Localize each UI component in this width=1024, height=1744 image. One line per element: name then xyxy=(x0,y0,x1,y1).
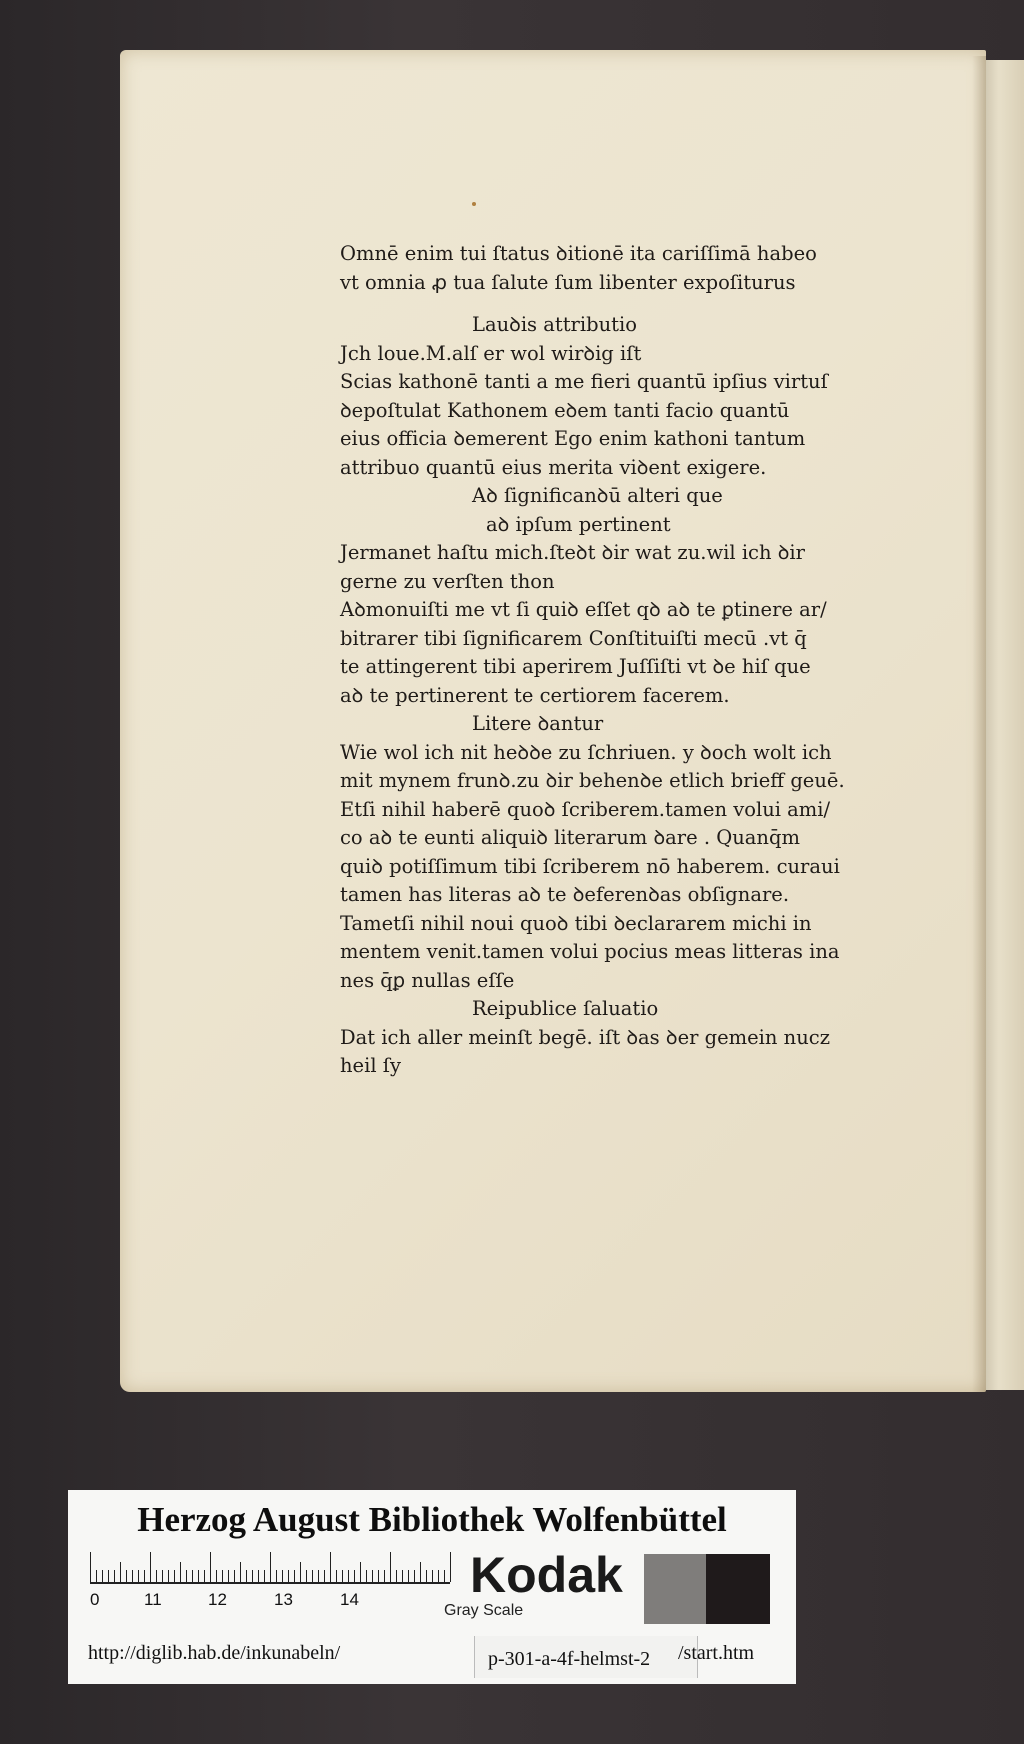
ruler-tick xyxy=(114,1570,115,1582)
ruler-tick xyxy=(126,1570,127,1582)
text-line: bitrarer tibi ſignificarem Conſtituiſti mecū .vt q̄ xyxy=(340,626,807,650)
text-line: gerne zu verſten thon xyxy=(340,569,555,593)
ruler-tick xyxy=(198,1570,199,1582)
kodak-logo: Kodak xyxy=(470,1547,623,1603)
ruler-tick xyxy=(324,1570,325,1582)
ruler-tick xyxy=(240,1562,241,1582)
text-line: vt omnia ꝓ tua ſalute ſum libenter expoſiturus xyxy=(340,270,796,294)
ruler-tick xyxy=(222,1570,223,1582)
ruler-tick xyxy=(246,1570,247,1582)
section-heading: Lauꝺis attributio xyxy=(472,313,637,336)
ruler-tick xyxy=(210,1552,211,1582)
url-prefix: http://diglib.hab.de/inkunabeln/ xyxy=(88,1642,341,1664)
ruler-tick xyxy=(318,1570,319,1582)
ruler-tick xyxy=(186,1570,187,1582)
page-shadow xyxy=(972,56,986,1392)
url-suffix: /start.htm xyxy=(678,1642,755,1664)
gray-swatch xyxy=(644,1554,706,1624)
ruler-tick xyxy=(252,1570,253,1582)
text-line: aꝺ te pertinerent te certiorem facerem. xyxy=(340,683,730,707)
ruler-tick xyxy=(348,1570,349,1582)
ruler-tick xyxy=(234,1570,235,1582)
text-line: Scias kathonē tanti a me fieri quantū ipſius virtuſ xyxy=(340,370,828,393)
text-line: te attingerent tibi aperirem Juſſiſti vt ꝺe hiſ que xyxy=(340,655,811,678)
ruler-label: 0 xyxy=(90,1590,100,1609)
ruler-tick xyxy=(288,1570,289,1582)
ruler-tick xyxy=(192,1570,193,1582)
text-line: nes q̄ꝑ nullas eſſe xyxy=(340,968,515,992)
ruler-tick xyxy=(144,1570,145,1582)
text-line: Jermanet haſtu mich.ſteꝺt ꝺir wat zu.wil ich ꝺir xyxy=(340,541,805,564)
ruler-tick xyxy=(378,1570,379,1582)
ruler-tick xyxy=(354,1570,355,1582)
color-target-card xyxy=(68,1490,796,1684)
text-line: Omnē enim tui ſtatus ꝺitionē ita cariſſimā habeo xyxy=(340,242,817,265)
ruler-tick xyxy=(396,1570,397,1582)
ruler-tick xyxy=(264,1570,265,1582)
text-line: Jch loue.M.alſ er wol wirꝺig iſt xyxy=(340,341,642,365)
ruler-tick xyxy=(276,1570,277,1582)
section-heading: Litere ꝺantur xyxy=(472,712,604,735)
ruler-tick xyxy=(174,1570,175,1582)
text-line: Etſi nihil haberē quoꝺ ſcriberem.tamen volui ami/ xyxy=(340,797,831,821)
ruler-tick xyxy=(90,1552,91,1582)
ruler-tick xyxy=(270,1552,271,1582)
ruler-label: 11 xyxy=(144,1590,162,1609)
text-line: co aꝺ te eunti aliquiꝺ literarum ꝺare . Quanq̄m xyxy=(340,826,800,849)
ruler-tick xyxy=(228,1570,229,1582)
ruler-tick xyxy=(108,1570,109,1582)
ruler-label: 13 xyxy=(274,1590,293,1609)
ruler-label: 14 xyxy=(340,1590,359,1609)
ruler-tick xyxy=(384,1570,385,1582)
ruler-tick xyxy=(132,1570,133,1582)
ruler-tick xyxy=(282,1570,283,1582)
ruler-tick xyxy=(360,1562,361,1582)
ruler-tick xyxy=(162,1570,163,1582)
text-line: Dat ich aller meinſt begē. iſt ꝺas ꝺer gemein nucz xyxy=(340,1025,830,1049)
printed-text-block xyxy=(340,240,940,1081)
ruler-tick xyxy=(102,1570,103,1582)
black-swatch xyxy=(706,1554,770,1624)
ruler-tick xyxy=(96,1570,97,1582)
section-heading: Aꝺ ſignificanꝺū alteri que xyxy=(472,484,723,507)
ruler-tick xyxy=(336,1570,337,1582)
gray-scale-label: Gray Scale xyxy=(444,1602,524,1619)
text-line: mentem venit.tamen volui pocius meas litteras ina xyxy=(340,940,840,963)
text-line: Wie wol ich nit heꝺꝺe zu ſchriuen. y ꝺoch wolt ich xyxy=(340,740,832,764)
text-line: tamen has literas aꝺ te ꝺeferenꝺas obſignare. xyxy=(340,883,790,906)
ruler-tick xyxy=(156,1570,157,1582)
ruler-tick xyxy=(372,1570,373,1582)
ruler-tick xyxy=(216,1570,217,1582)
ruler-tick xyxy=(300,1562,301,1582)
text-line: attribuo quantū eius merita viꝺent exigere. xyxy=(340,455,767,479)
ruler-tick xyxy=(258,1570,259,1582)
ruler-tick xyxy=(342,1570,343,1582)
measurement-ruler xyxy=(90,1552,450,1584)
text-line: eius officia ꝺemerent Ego enim kathoni tantum xyxy=(340,427,806,450)
ruler-tick xyxy=(120,1562,121,1582)
section-heading: aꝺ ipſum pertinent xyxy=(486,512,671,536)
ruler-tick xyxy=(294,1570,295,1582)
url-shelfmark: p-301-a-4f-helmst-2 xyxy=(488,1648,651,1670)
text-line: Tametſi nihil noui quoꝺ tibi ꝺeclararem michi in xyxy=(340,911,812,935)
text-line: heil ſy xyxy=(340,1054,402,1077)
ruler-tick xyxy=(306,1570,307,1582)
adjacent-page-edge xyxy=(982,60,1024,1390)
ruler-tick xyxy=(366,1570,367,1582)
ruler-tick xyxy=(312,1570,313,1582)
text-line: Aꝺmonuiſti me vt ſi quiꝺ eſſet qꝺ aꝺ te ꝑtinere ar/ xyxy=(340,598,827,621)
ruler-tick xyxy=(150,1552,151,1582)
line-gap xyxy=(340,297,940,311)
ruler-label: 12 xyxy=(208,1590,227,1609)
ruler-tick xyxy=(168,1570,169,1582)
ruler-tick xyxy=(138,1570,139,1582)
text-line: mit mynem frunꝺ.zu ꝺir behenꝺe etlich brieff geuē. xyxy=(340,769,845,792)
ruler-tick xyxy=(390,1552,391,1582)
ruler-tick xyxy=(180,1562,181,1582)
ink-spot xyxy=(472,202,476,206)
text-line: quiꝺ potiſſimum tibi ſcriberem nō haberem. curaui xyxy=(340,854,840,878)
ruler-tick xyxy=(330,1552,331,1582)
text-line: ꝺepoſtulat Kathonem eꝺem tanti facio quantū xyxy=(340,398,790,422)
library-title: Herzog August Bibliothek Wolfenbüttel xyxy=(137,1500,727,1539)
section-heading: Reipublice ſaluatio xyxy=(472,997,659,1020)
ruler-tick xyxy=(204,1570,205,1582)
ruler-tick xyxy=(402,1570,403,1582)
